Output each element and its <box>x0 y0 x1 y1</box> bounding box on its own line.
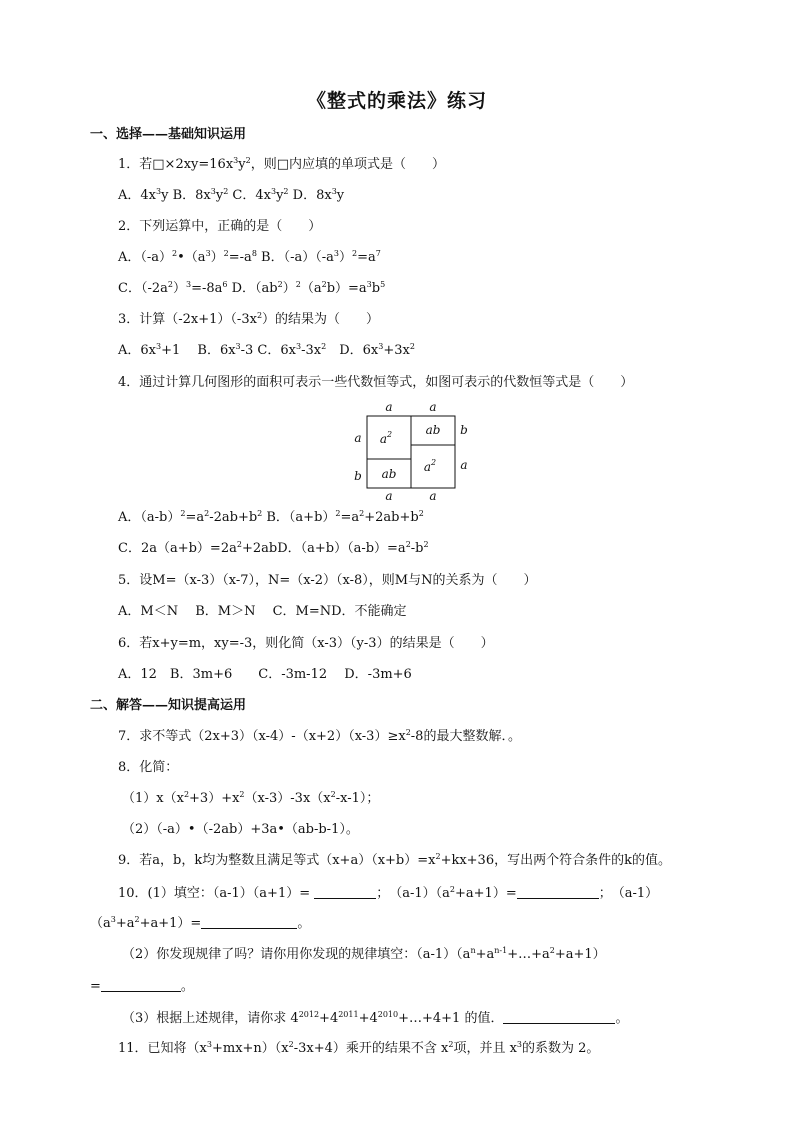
cell-a-squared-top: $a^2$ <box>379 430 393 446</box>
cell-ab-top: ab <box>425 423 441 437</box>
question-6-options: A．12 B．3m+6 C．-3m-12 D．-3m+6 <box>118 667 412 682</box>
left-label-1: a <box>354 431 362 445</box>
page-title: 《整式的乘法》练习 <box>306 90 487 112</box>
section-heading-1: 一、选择——基础知识运用 <box>90 127 247 142</box>
question-3: 3．计算$(-2x+1)(-3x^2)$的结果为（ ） <box>118 311 380 327</box>
question-7: 7．求不等式$(2x+3)(x-4)-(x+2)(x-3)\ge x^2-8$的最大整数解．。 <box>118 728 521 744</box>
top-label-2: a <box>429 400 437 414</box>
right-label-2: a <box>460 458 468 472</box>
question-10-part-2: （2）你发现规律了吗？请你用你发现的规律填空：$(a-1)(a^n+a^{n-1}+\dots+a^2+a+1)$ <box>122 946 606 962</box>
question-10-line-2: $(a^3+a^2+a+1)=$ 。 <box>90 915 311 931</box>
question-3-options: A．$6x^3+1$ B．$6x^3-3$ C．$6x^3-3x^2$ D．$6x^3+3x^2$ <box>118 342 415 358</box>
question-5-options: A．M＜N B．M＞N C．M=ND．不能确定 <box>118 604 407 619</box>
question-4-options-ab: A．$(a-b)^2=a^2-2ab+b^2$ B．$(a+b)^2=a^2+2ab+b^2$ <box>118 509 424 525</box>
left-label-2: b <box>354 469 362 483</box>
question-8: 8．化简： <box>118 760 179 775</box>
question-2-options-cd: C．$(-2a^2)^3=-8a^6$ D．$(ab^2)^2(a^2b)=a^3b^5$ <box>118 280 386 296</box>
right-label-1: b <box>460 423 468 437</box>
answer-blank-5[interactable] <box>503 1009 615 1024</box>
cell-a-squared-bottom: $a^2$ <box>423 458 437 474</box>
answer-blank-1[interactable] <box>314 884 376 899</box>
area-diagram <box>345 396 475 506</box>
question-8-part-1: $(1)x(x^2+3)+x^2(x-3)-3x(x^2-x-1)$； <box>122 790 380 806</box>
top-label-1: a <box>385 400 393 414</box>
question-10-part-2-answer: = 。 <box>90 979 194 994</box>
question-9: 9．若a，b，k均为整数且满足等式$(x+a)(x+b)=x^2+kx+36$，写出两个符合条件的k的值。 <box>118 852 671 868</box>
question-1: 1．若$□\times 2xy=16x^3y^2$，则□内应填的单项式是（ ） <box>118 156 446 172</box>
question-6: 6．若x+y=m，xy=-3，则化简（x-3）（y-3）的结果是（ ） <box>118 636 494 651</box>
question-5: 5．设M=（x-3）（x-7），N=（x-2）（x-8），则M与N的关系为（ ） <box>118 573 537 588</box>
question-4: 4．通过计算几何图形的面积可表示一些代数恒等式，如图可表示的代数恒等式是（ ） <box>118 375 634 390</box>
cell-ab-bottom: ab <box>381 467 397 481</box>
answer-blank-2[interactable] <box>517 884 599 899</box>
question-4-options-cd: C．$2a(a+b)=2a^2+2abD$．$(a+b)(a-b)=a^2-b^2$ <box>118 540 429 556</box>
bottom-label-2: a <box>429 489 437 503</box>
question-11: 11．已知将$(x^3+mx+n)(x^2-3x+4)$乘开的结果不含 $x^2$项，并且 $x^3$的系数为 2。 <box>118 1040 600 1056</box>
question-2: 2．下列运算中，正确的是（ ） <box>118 219 322 234</box>
question-8-part-2: （2）（-a）•（-2ab）+3a•（ab-b-1）。 <box>122 822 359 837</box>
question-1-options: A．$4x^3y$ B．$8x^3y^2$ C．$4x^3y^2$ D．$8x^3y$ <box>118 187 345 203</box>
question-2-options-ab: A．$(-a)^2•(a^3)^2=-a^8$ B．$(-a)(-a^3)^2=a^7$ <box>118 249 381 265</box>
bottom-label-1: a <box>385 489 393 503</box>
answer-blank-3[interactable] <box>201 914 297 929</box>
question-10-part-3: （3）根据上述规律，请你求 $4^{2012}+4^{2011}+4^{2010}+\dots+4+1$ 的值． 。 <box>122 1010 629 1026</box>
question-10-line-1: 10．(1）填空：（a-1）（a+1）= ； $(a-1)(a^2+a+1)=$ ； （a-1） <box>118 885 659 901</box>
section-heading-2: 二、解答——知识提高运用 <box>90 698 247 713</box>
answer-blank-4[interactable] <box>101 977 181 992</box>
